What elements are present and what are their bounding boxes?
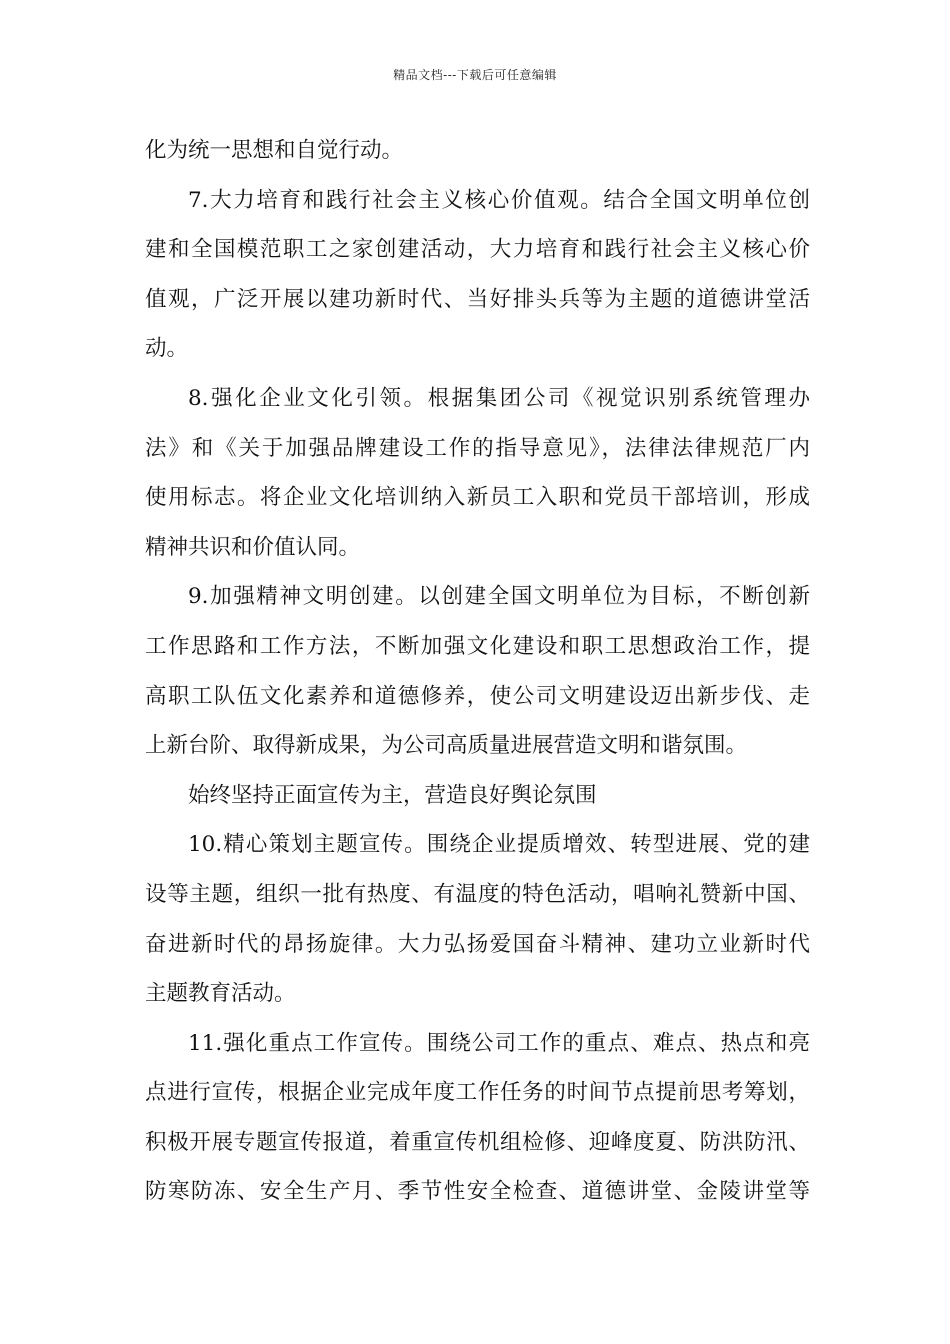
page-header: 精品文档---下载后可任意编辑	[393, 68, 557, 82]
paragraph-line: 法》和《关于加强品牌建设工作的指导意见》，法律法律规范厂内	[145, 435, 810, 461]
paragraph-line: 防寒防冻、安全生产月、季节性安全检查、道德讲堂、金陵讲堂等	[145, 1179, 810, 1205]
section-heading: 始终坚持正面宣传为主，营造良好舆论氛围	[188, 782, 597, 808]
paragraph-line: 高职工队伍文化素养和道德修养，使公司文明建设迈出新步伐、走	[145, 683, 810, 709]
paragraph-line: 9.加强精神文明创建。以创建全国文明单位为目标，不断创新	[188, 584, 810, 610]
paragraph-line: 11.强化重点工作宣传。围绕公司工作的重点、难点、热点和亮	[188, 1030, 810, 1056]
paragraph-line: 建和全国模范职工之家创建活动，大力培育和践行社会主义核心价	[145, 237, 810, 263]
paragraph-line: 点进行宣传，根据企业完成年度工作任务的时间节点提前思考筹划，	[145, 1080, 810, 1106]
paragraph-line: 精神共识和价值认同。	[145, 534, 361, 560]
paragraph-line: 8.强化企业文化引领。根据集团公司《视觉识别系统管理办	[188, 385, 810, 411]
paragraph-line: 工作思路和工作方法，不断加强文化建设和职工思想政治工作，提	[145, 633, 810, 659]
paragraph-line: 上新台阶、取得新成果，为公司高质量进展营造文明和谐氛围。	[145, 733, 748, 759]
paragraph-line: 值观，广泛开展以建功新时代、当好排头兵等为主题的道德讲堂活	[145, 286, 810, 312]
paragraph-line: 7.大力培育和践行社会主义核心价值观。结合全国文明单位创	[188, 187, 810, 213]
paragraph-line: 动。	[145, 336, 189, 362]
paragraph-line: 使用标志。将企业文化培训纳入新员工入职和党员干部培训，形成	[145, 485, 810, 511]
paragraph-line: 积极开展专题宣传报道，着重宣传机组检修、迎峰度夏、防洪防汛、	[145, 1129, 810, 1155]
document-body	[145, 126, 810, 1217]
paragraph-line: 10.精心策划主题宣传。围绕企业提质增效、转型进展、党的建	[188, 832, 810, 858]
paragraph-line: 主题教育活动。	[145, 981, 296, 1007]
paragraph-line: 奋进新时代的昂扬旋律。大力弘扬爱国奋斗精神、建功立业新时代	[145, 931, 810, 957]
paragraph-line: 设等主题，组织一批有热度、有温度的特色活动，唱响礼赞新中国、	[145, 881, 810, 907]
paragraph-line: 化为统一思想和自觉行动。	[145, 138, 404, 163]
